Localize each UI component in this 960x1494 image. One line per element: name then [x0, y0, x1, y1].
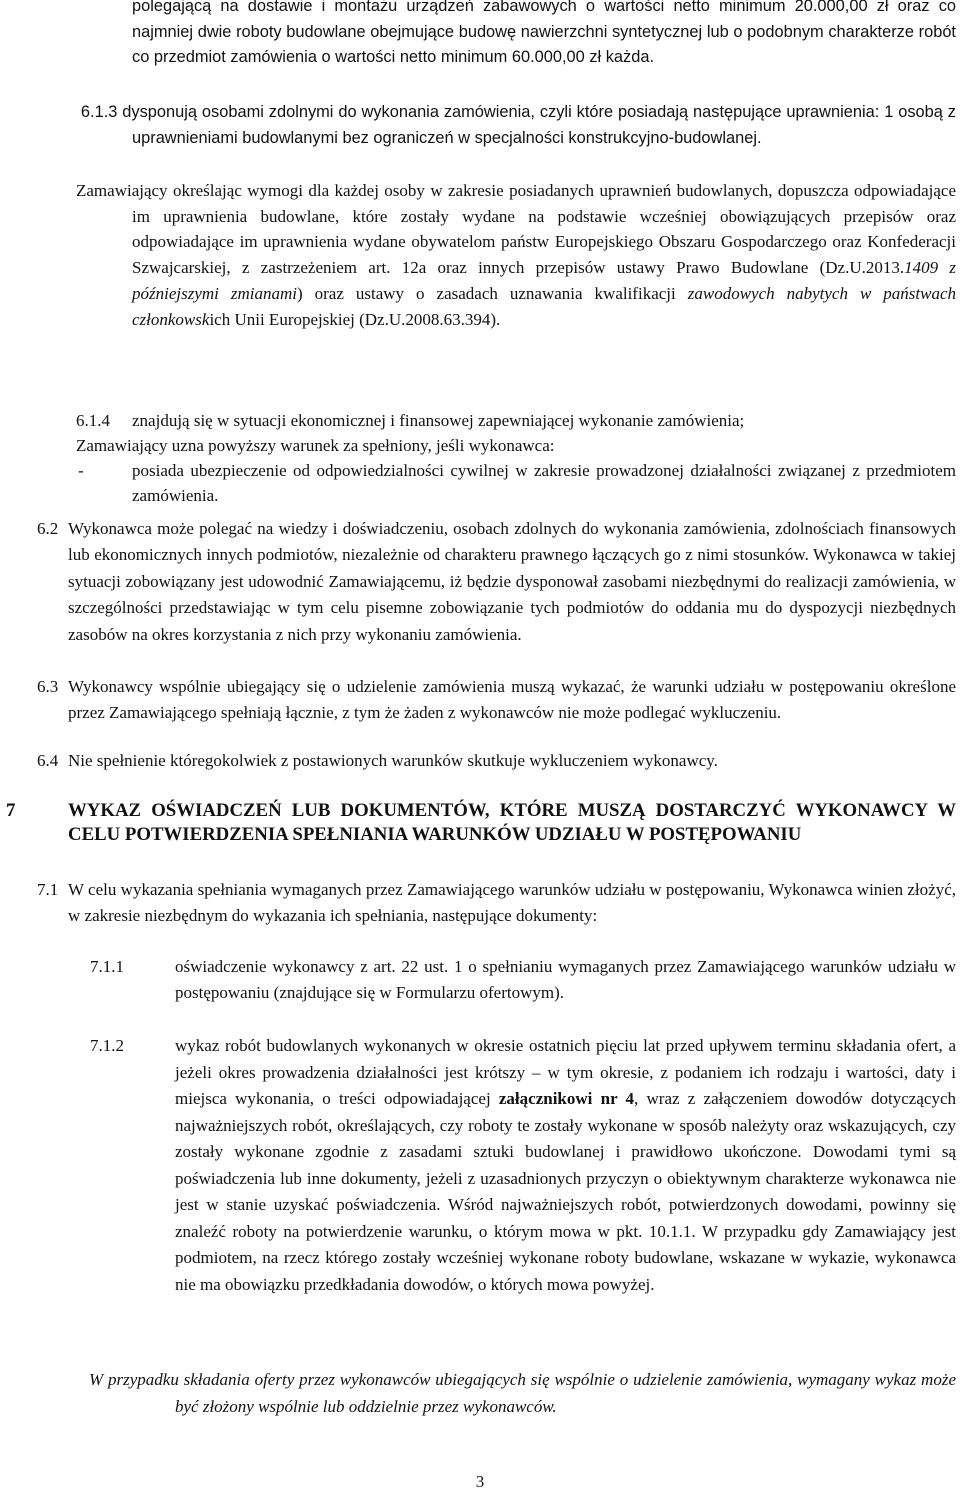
text-fragment-italic: zawodowych nabytych w państwach członkowsk: [132, 283, 957, 329]
text-fragment: wykaz robót budowlanych wykonanych w okresie ostatnich pięciu lat przed upływem terminu składania ofert, a jeżeli okres prowadzenia działalności jest krótszy – w tym okresie, z podaniem ich rodzaju i wartości, daty i miejsca wykonania, o treści odpowiadającej: [175, 1036, 956, 1108]
attachment-reference: załącznikowi nr 4: [498, 1089, 635, 1108]
paragraph-number-7-1: 7.1: [37, 880, 59, 899]
paragraph-7-1-1: oświadczenie wykonawcy z art. 22 ust. 1 o spełnianiu wymaganych przez Zamawiającego warunków udziału w postępowaniu (znajdujące się w Formularzu ofertowym).: [175, 957, 956, 1002]
paragraph-number-6-2: 6.2: [37, 519, 59, 538]
paragraph-number-7-1-2: 7.1.2: [90, 1036, 124, 1055]
text-fragment: Zamawiający określając wymogi dla każdej osoby w zakresie posiadanych uprawnień budowlanych, dopuszcza odpowiadające im uprawnienia budowlane, które zostały wydane na podstawie wcześniej obowiązujących przepisów oraz odpowiadające im uprawnienia wydane obywatelom państw Europejskiego Obszaru Gospodarczego oraz Konfederacji Szwajcarskiej, z zastrzeżeniem art. 12a oraz innych przepisów ustawy Prawo Budowlane (Dz.U.2013.: [76, 181, 956, 278]
paragraph-6-1-4: znajdują się w sytuacji ekonomicznej i finansowej zapewniającej wykonanie zamówienia;: [132, 411, 745, 430]
text-fragment: ) oraz ustawy o zasadach uznawania kwalifikacji: [297, 283, 688, 303]
paragraph-6-1-4-line2: Zamawiający uzna powyższy warunek za spełniony, jeśli wykonawca:: [76, 436, 555, 455]
paragraph-6-1-3: [80, 100, 956, 151]
text-fragment: ich Unii Europejskiej (Dz.U.2008.63.394).: [209, 309, 501, 329]
paragraph-7-1-2: [175, 1033, 956, 1298]
list-dash: -: [78, 461, 84, 480]
section-heading-7: WYKAZ OŚWIADCZEŃ LUB DOKUMENTÓW, KTÓRE MUSZĄ DOSTARCZYĆ WYKONAWCY W CELU POTWIERDZENIA SPEŁNIANIA WARUNKÓW UDZIAŁU W POSTĘPOWANIU: [68, 800, 956, 845]
paragraph-number-7-1-1: 7.1.1: [90, 957, 124, 976]
paragraph-6-2: Wykonawca może polegać na wiedzy i doświadczeniu, osobach zdolnych do wykonania zamówienia, zdolnościach finansowych lub ekonomicznych innych podmiotów, niezależnie od charakteru prawnego łączących go z nimi stosunków. Wykonawca w takiej sytuacji zobowiązany jest udowodnić Zamawiającemu, iż będzie dysponował zasobami niezbędnymi do realizacji zamówienia, w szczególności przedstawiając w tym celu pisemne zobowiązanie tych podmiotów do oddania mu do dyspozycji niezbędnych zasobów na okres korzystania z nich przy wykonaniu zamówienia.: [68, 519, 956, 644]
paragraph-text: dysponują osobami zdolnymi do wykonania zamówienia, czyli które posiadają następujące uprawnienia: 1 osobą z uprawnieniami budowlanymi bez ograniczeń w specjalności konstrukcyjno-budowlanej.: [122, 103, 956, 147]
paragraph-7-1: W celu wykazania spełniania wymaganych przez Zamawiającego warunków udziału w postępowaniu, Wykonawca winien złożyć, w zakresie niezbędnym do wykazania ich spełniania, następujące dokumenty:: [68, 880, 956, 925]
paragraph-6-3: Wykonawcy wspólnie ubiegający się o udzielenie zamówienia muszą wykazać, że warunki udziału w postępowaniu określone przez Zamawiającego spełniają łącznie, z tym że żaden z wykonawców nie może podlegać wykluczeniu.: [68, 677, 956, 722]
list-item-insurance: posiada ubezpieczenie od odpowiedzialności cywilnej w zakresie prowadzonej działalności związanej z przedmiotem zamówienia.: [132, 461, 956, 505]
paragraph-number-6-4: 6.4: [37, 751, 59, 770]
section-number-7: 7: [6, 800, 16, 821]
paragraph-zamawiajacy: [76, 178, 957, 332]
page-number: 3: [475, 1472, 485, 1491]
paragraph-number-6-1-4: 6.1.4: [76, 411, 110, 430]
text-fragment-italic: 1409 z późniejszymi zmianami: [132, 258, 956, 303]
continuation-paragraph: polegającą na dostawie i montażu urządzeń zabawowych o wartości netto minimum 20.000,00 zł oraz co najmniej dwie roboty budowlane obejmujące budowę nawierzchni syntetycznej lub o podobnym charakterze robót co przedmiot zamówienia o wartości netto minimum 60.000,00 zł każda.: [132, 0, 956, 66]
paragraph-number-6-3: 6.3: [37, 677, 59, 696]
paragraph-6-4: Nie spełnienie któregokolwiek z postawionych warunków skutkuje wykluczeniem wykonawcy.: [68, 751, 718, 770]
paragraph-italic-note: W przypadku składania oferty przez wykonawców ubiegających się wspólnie o udzielenie zamówienia, wymagany wykaz może być złożony wspólnie lub oddzielnie przez wykonawców.: [89, 1370, 956, 1416]
paragraph-number: 6.1.3: [80, 103, 118, 121]
text-fragment: , wraz z załączeniem dowodów dotyczących najważniejszych robót, określających, czy roboty te zostały wykonane w sposób należyty oraz wskazujących, czy zostały wykonane zgodnie z zasadami sztuki budowlanej i prawidłowo ukończone. Dowodami tymi są poświadczenia lub inne dokumenty, jeżeli z uzasadnionych przyczyn o obiektywnym charakterze wykonawca nie jest w stanie uzyskać poświadczenia. Wśród najważniejszych robót, potwierdzonych dowodami, powinny się znaleźć roboty na potwierdzenie warunku, o którym mowa w pkt. 10.1.1. W przypadku gdy Zamawiający jest podmiotem, na rzecz którego zostały wcześniej wykonane roboty budowlane, wskazane w wykazie, wykonawca nie ma obowiązku przedkładania dowodów, o których mowa powyżej.: [175, 1089, 956, 1294]
